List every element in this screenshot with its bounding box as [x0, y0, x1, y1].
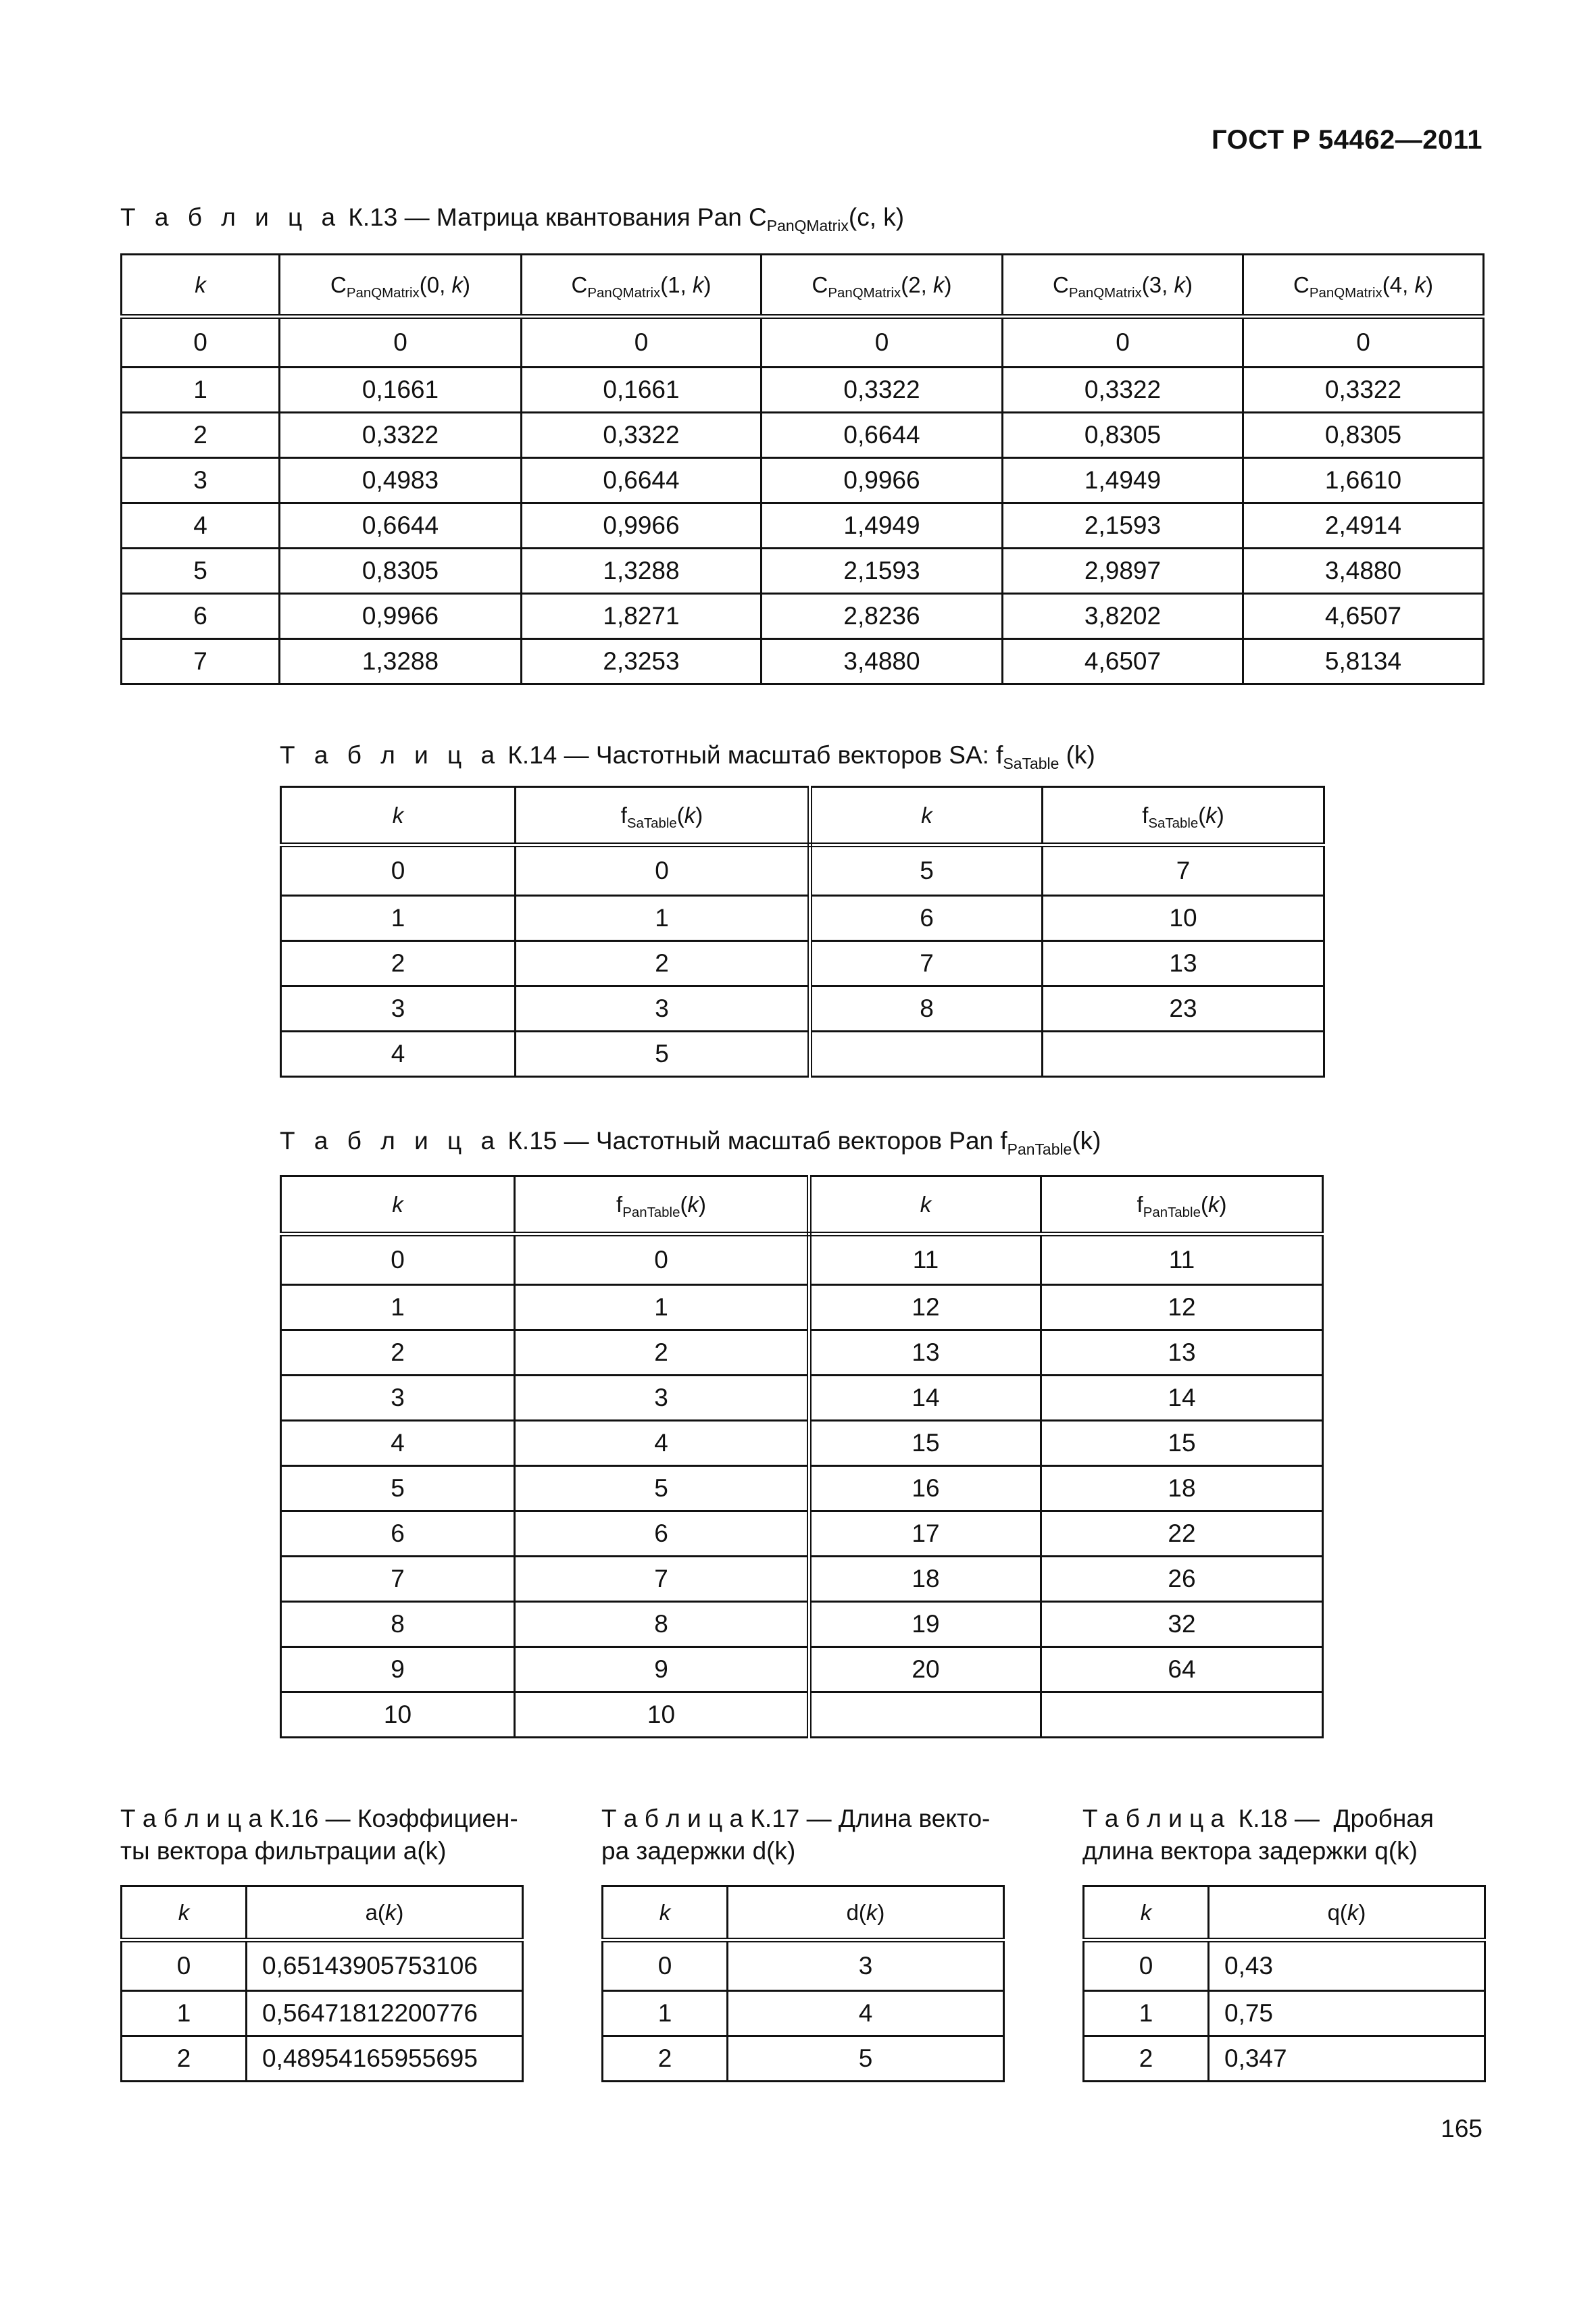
table-cell: 0 [516, 845, 810, 896]
table-cell: 0,48954165955695 [247, 2036, 523, 2082]
table-cell: 1,3288 [522, 549, 762, 594]
table-cell: 4,6507 [1243, 594, 1484, 639]
table-row [122, 639, 1484, 684]
table-row [281, 1692, 1323, 1738]
table-cell: 9 [515, 1647, 809, 1692]
table-cell: 0 [1243, 317, 1484, 368]
caption-tail: (k) [1059, 741, 1095, 769]
table-row [122, 503, 1484, 549]
caption-line: Т а б л и ц а К.17 — Длина векто- [601, 1805, 991, 1832]
table-row [281, 941, 1324, 986]
table-cell: 7 [281, 1557, 515, 1602]
table-row [1084, 1991, 1485, 2036]
table-cell: 4 [728, 1991, 1004, 2036]
caption-subscript: PanTable [1007, 1140, 1072, 1159]
table-cell: 1 [281, 1285, 515, 1330]
table-cell [809, 1692, 1041, 1738]
table-cell: 0 [1084, 1940, 1209, 1991]
table-row [122, 2036, 523, 2082]
table-cell: 0,3322 [762, 368, 1003, 413]
table-cell: 2,1593 [762, 549, 1003, 594]
header-cell: k [122, 1886, 247, 1940]
table-cell: 5 [810, 845, 1043, 896]
table-cell: 0,6644 [522, 458, 762, 503]
caption-subscript: SaTable [1003, 755, 1059, 773]
table-cell: 0,56471812200776 [247, 1991, 523, 2036]
table-cell: 5 [516, 1032, 810, 1077]
caption-line: ра задержки d(k) [601, 1837, 796, 1865]
table-row [281, 1234, 1323, 1285]
caption-text: К.15 — Частотный масштаб векторов Pan f [507, 1127, 1007, 1155]
table-cell: 4 [515, 1421, 809, 1466]
table-cell: 2,3253 [522, 639, 762, 684]
header-cell: $C_{PanQMatrix}(0$, k) [280, 255, 522, 317]
table-cell: 5 [728, 2036, 1004, 2082]
header-cell: k [1084, 1886, 1209, 1940]
header-cell: k [603, 1886, 728, 1940]
table-row [122, 368, 1484, 413]
table-cell: 3 [515, 1376, 809, 1421]
table-row [281, 1032, 1324, 1077]
table-cell: 7 [515, 1557, 809, 1602]
table-cell: 1 [516, 896, 810, 941]
table-cell: 10 [281, 1692, 515, 1738]
table-cell: 2 [281, 1330, 515, 1376]
table-cell: 0,3322 [1243, 368, 1484, 413]
header-cell: $f_{PanTable}(k)$ [1041, 1176, 1323, 1234]
table-row [281, 1376, 1323, 1421]
table-cell: 12 [809, 1285, 1041, 1330]
header-cell: d(k) [728, 1886, 1004, 1940]
table-cell: 16 [809, 1466, 1041, 1511]
table-cell: 1,4949 [762, 503, 1003, 549]
table-k15-caption [280, 1125, 1101, 1157]
table-cell: 0,8305 [1243, 413, 1484, 458]
table-k17 [601, 1885, 1005, 2082]
table-cell: 0 [1003, 317, 1243, 368]
table-cell: 18 [809, 1557, 1041, 1602]
table-cell: 0 [603, 1940, 728, 1991]
caption-tail: (c, k) [848, 203, 905, 231]
table-row [281, 845, 1324, 896]
table-row [281, 1511, 1323, 1557]
table-cell: 7 [1043, 845, 1324, 896]
table-cell: 2,8236 [762, 594, 1003, 639]
caption-text: К.13 — Матрица квантования Pan C [348, 203, 767, 231]
header-cell: $C_{PanQMatrix}(3$, k) [1003, 255, 1243, 317]
table-cell: 0,4983 [280, 458, 522, 503]
table-cell: 0,43 [1209, 1940, 1485, 1991]
table-cell: 5 [281, 1466, 515, 1511]
table-cell: 4,6507 [1003, 639, 1243, 684]
header-cell: $C_{PanQMatrix}(2$, k) [762, 255, 1003, 317]
table-cell: 0,1661 [280, 368, 522, 413]
table-cell: 8 [810, 986, 1043, 1032]
table-cell: 2 [515, 1330, 809, 1376]
table-cell: 11 [1041, 1234, 1323, 1285]
caption-tail: (k) [1072, 1127, 1101, 1155]
table-cell: 3 [122, 458, 280, 503]
table-cell: 13 [1041, 1330, 1323, 1376]
document-standard-number: ГОСТ Р 54462—2011 [1212, 125, 1482, 155]
header-cell: $C_{PanQMatrix}(4$, k) [1243, 255, 1484, 317]
caption-line: Т а б л и ц а К.18 — Дробная [1082, 1805, 1434, 1832]
table-cell: 0 [122, 1940, 247, 1991]
table-cell: 2,1593 [1003, 503, 1243, 549]
table-cell: 1 [122, 1991, 247, 2036]
table-cell: 0,3322 [1003, 368, 1243, 413]
table-row [281, 1285, 1323, 1330]
table-cell: 1,6610 [1243, 458, 1484, 503]
table-cell: 1 [603, 1991, 728, 2036]
table-cell: 0,9966 [280, 594, 522, 639]
table-row [122, 1940, 523, 1991]
table-row [122, 413, 1484, 458]
table-cell: 32 [1041, 1602, 1323, 1647]
table-cell: 2 [1084, 2036, 1209, 2082]
table-cell: 2 [122, 2036, 247, 2082]
table-row [1084, 1940, 1485, 1991]
header-cell: $f_{PanTable}(k)$ [515, 1176, 809, 1234]
table-cell: 8 [515, 1602, 809, 1647]
table-cell: 3,4880 [1243, 549, 1484, 594]
table-cell: 4 [281, 1421, 515, 1466]
header-cell: k [809, 1176, 1041, 1234]
table-cell: 0,6644 [762, 413, 1003, 458]
table-row [281, 1330, 1323, 1376]
table-cell: 13 [1043, 941, 1324, 986]
table-cell: 0 [281, 1234, 515, 1285]
table-cell: 6 [122, 594, 280, 639]
table-cell: 2,9897 [1003, 549, 1243, 594]
table-cell: 11 [809, 1234, 1041, 1285]
table-cell: 10 [1043, 896, 1324, 941]
table-cell: 19 [809, 1602, 1041, 1647]
table-cell: 0,347 [1209, 2036, 1485, 2082]
table-row [122, 594, 1484, 639]
table-cell: 9 [281, 1647, 515, 1692]
table-cell: 14 [1041, 1376, 1323, 1421]
header-cell: $f_{SaTable}(k)$ [516, 787, 810, 845]
table-cell: 0 [280, 317, 522, 368]
table-cell: 6 [515, 1511, 809, 1557]
table-cell: 6 [281, 1511, 515, 1557]
table-cell [810, 1032, 1043, 1077]
table-cell: 1,8271 [522, 594, 762, 639]
caption-line: длина вектора задержки q(k) [1082, 1837, 1418, 1865]
table-cell: 0 [522, 317, 762, 368]
table-row [122, 1991, 523, 2036]
table-cell: 3 [281, 986, 516, 1032]
table-cell: 20 [809, 1647, 1041, 1692]
header-cell: q(k) [1209, 1886, 1485, 1940]
table-cell: 17 [809, 1511, 1041, 1557]
table-row [122, 317, 1484, 368]
table-row [281, 896, 1324, 941]
table-cell: 2 [516, 941, 810, 986]
table-row [603, 1940, 1004, 1991]
table-row [603, 1991, 1004, 2036]
table-cell: 5 [122, 549, 280, 594]
table-cell: 2 [122, 413, 280, 458]
header-cell: k [810, 787, 1043, 845]
table-cell: 12 [1041, 1285, 1323, 1330]
table-cell: 64 [1041, 1647, 1323, 1692]
table-row [281, 1602, 1323, 1647]
table-k14-caption [280, 739, 1095, 772]
table-cell: 0,8305 [1003, 413, 1243, 458]
table-cell: 0 [762, 317, 1003, 368]
table-cell: 18 [1041, 1466, 1323, 1511]
table-cell: 0,8305 [280, 549, 522, 594]
table-row [1084, 2036, 1485, 2082]
table-cell: 2 [281, 941, 516, 986]
table-row [122, 549, 1484, 594]
table-cell: 3,8202 [1003, 594, 1243, 639]
table-k17-caption [601, 1803, 1007, 1867]
table-cell: 0 [281, 845, 516, 896]
table-row [281, 1557, 1323, 1602]
table-cell: 1 [1084, 1991, 1209, 2036]
table-cell: 3 [281, 1376, 515, 1421]
table-cell: 0,9966 [762, 458, 1003, 503]
table-k13 [120, 253, 1485, 685]
table-cell: 5,8134 [1243, 639, 1484, 684]
table-cell: 6 [810, 896, 1043, 941]
table-cell: 2,4914 [1243, 503, 1484, 549]
table-row [281, 986, 1324, 1032]
header-cell: a(k) [247, 1886, 523, 1940]
table-cell: 0,65143905753106 [247, 1940, 523, 1991]
caption-line: ты вектора фильтрации a(k) [120, 1837, 447, 1865]
table-cell: 0,75 [1209, 1991, 1485, 2036]
table-row [281, 1421, 1323, 1466]
table-cell: 1 [515, 1285, 809, 1330]
table-cell: 4 [281, 1032, 516, 1077]
table-k18-caption [1082, 1803, 1488, 1867]
table-cell [1043, 1032, 1324, 1077]
table-cell: 0,3322 [522, 413, 762, 458]
table-cell: 1,3288 [280, 639, 522, 684]
table-cell: 0 [122, 317, 280, 368]
table-k15 [280, 1175, 1324, 1738]
table-cell: 8 [281, 1602, 515, 1647]
caption-prefix: Т а б л и ц а [120, 203, 342, 231]
table-cell: 1 [281, 896, 516, 941]
table-cell: 22 [1041, 1511, 1323, 1557]
table-cell: 15 [809, 1421, 1041, 1466]
table-k18 [1082, 1885, 1486, 2082]
table-cell: 26 [1041, 1557, 1323, 1602]
caption-prefix: Т а б л и ц а [280, 1127, 501, 1155]
table-cell [1041, 1692, 1323, 1738]
table-row [281, 1466, 1323, 1511]
table-cell: 23 [1043, 986, 1324, 1032]
table-cell: 3 [728, 1940, 1004, 1991]
table-cell: 7 [810, 941, 1043, 986]
header-cell: k [281, 1176, 515, 1234]
caption-prefix: Т а б л и ц а [280, 741, 501, 769]
caption-text: К.14 — Частотный масштаб векторов SA: f [507, 741, 1003, 769]
table-cell: 7 [122, 639, 280, 684]
table-row [603, 2036, 1004, 2082]
table-cell: 0,3322 [280, 413, 522, 458]
page-number: 165 [1441, 2115, 1482, 2142]
table-k14 [280, 786, 1325, 1078]
table-cell: 10 [515, 1692, 809, 1738]
table-cell: 5 [515, 1466, 809, 1511]
header-cell: k [281, 787, 516, 845]
table-row [281, 1647, 1323, 1692]
table-cell: 4 [122, 503, 280, 549]
table-cell: 0 [515, 1234, 809, 1285]
table-cell: 1 [122, 368, 280, 413]
table-cell: 3,4880 [762, 639, 1003, 684]
table-cell: 3 [516, 986, 810, 1032]
header-cell: $f_{SaTable}(k)$ [1043, 787, 1324, 845]
table-k16-caption [120, 1803, 526, 1867]
table-cell: 0,6644 [280, 503, 522, 549]
table-k13-caption [120, 201, 904, 234]
header-cell: $C_{PanQMatrix}(1$, k) [522, 255, 762, 317]
table-cell: 14 [809, 1376, 1041, 1421]
table-cell: 0,1661 [522, 368, 762, 413]
caption-line: Т а б л и ц а К.16 — Коэффициен- [120, 1805, 518, 1832]
table-cell: 13 [809, 1330, 1041, 1376]
table-cell: 0,9966 [522, 503, 762, 549]
table-cell: 2 [603, 2036, 728, 2082]
table-k16 [120, 1885, 524, 2082]
table-row [122, 458, 1484, 503]
caption-subscript: PanQMatrix [766, 217, 849, 235]
header-cell: k [122, 255, 280, 317]
table-cell: 1,4949 [1003, 458, 1243, 503]
table-cell: 15 [1041, 1421, 1323, 1466]
